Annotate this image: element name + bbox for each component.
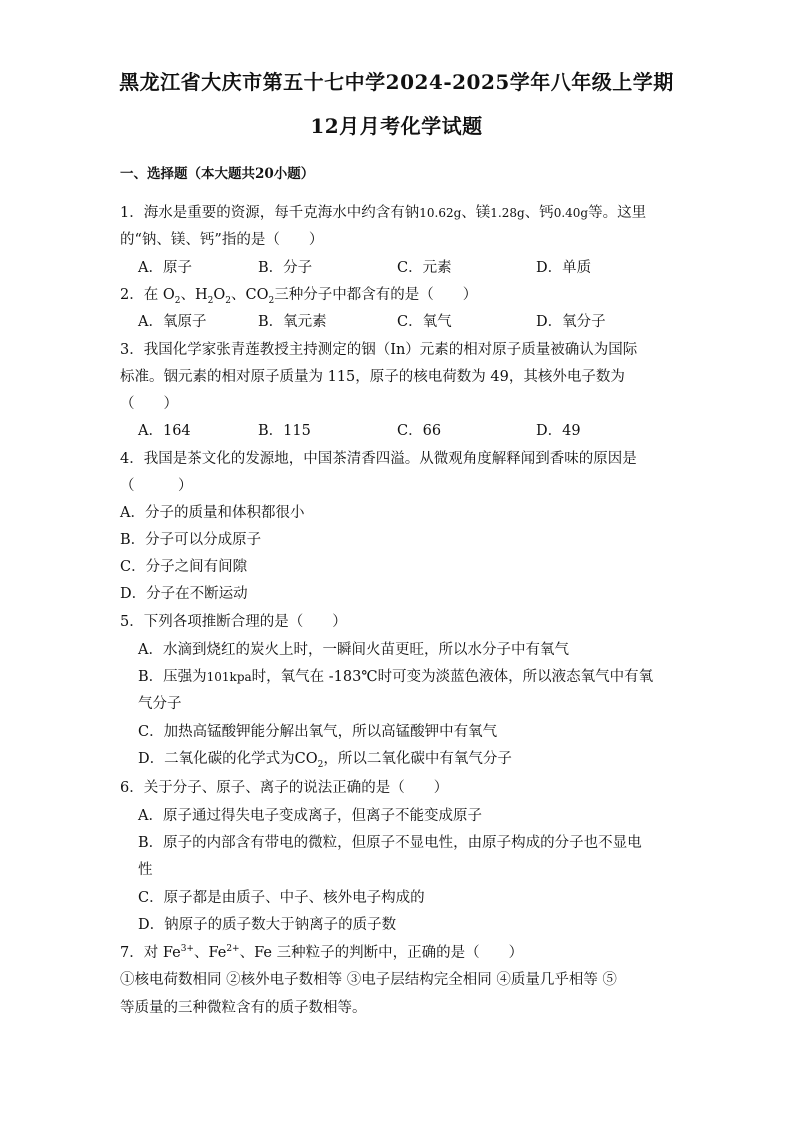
q6-option-b-cont: 性 [138,862,153,878]
q2-option-d[interactable]: D．氧分子 [536,314,606,330]
q4-option-d[interactable]: D．分子在不断运动 [120,586,248,602]
q1-option-a[interactable]: A．原子 [138,260,192,276]
q4-option-b[interactable]: B．分子可以分成原子 [120,532,262,548]
q3-stem-line3: （ ） [120,396,178,412]
q3-stem-line1: 3．我国化学家张青莲教授主持测定的铟（In）元素的相对原子质量被确认为国际 [120,342,638,358]
q4-option-c[interactable]: C．分子之间有间隙 [120,559,248,575]
q1-option-b[interactable]: B．分子 [258,260,313,276]
exam-title-line1: 黑龙江省大庆市第五十七中学2024-2025学年八年级上学期 [119,70,674,94]
q5-stem: 5．下列各项推断合理的是（ ） [120,614,347,630]
q7-stem: 7．对 $Fe^{3+}$、$Fe^{2+}$、Fe 三种粒子的判断中，正确的是（ ） [120,944,524,961]
q1-option-c[interactable]: C．元素 [397,260,452,276]
q3-option-a[interactable]: A．164 [138,423,191,439]
q1-stem-line1: 1．海水是重要的资源，每千克海水中约含有钠10.62g、镁1.28g、钙0.40g等。这里 [120,205,647,221]
q4-option-a[interactable]: A．分子的质量和体积都很小 [120,505,305,521]
q2-option-b[interactable]: B．氧元素 [258,314,327,330]
q5-option-d[interactable]: D．二氧化碳的化学式为$CO_2$，所以二氧化碳中有氧气分子 [138,751,512,770]
section-heading: 一、选择题（本大题共20小题） [120,166,315,182]
q6-option-a[interactable]: A．原子通过得失电子变成离子，但离子不能变成原子 [138,808,482,824]
q5-option-a[interactable]: A．水滴到烧红的炭火上时，一瞬间火苗更旺，所以水分子中有氧气 [138,642,569,658]
q2-option-a[interactable]: A．氧原子 [138,314,207,330]
q6-option-d[interactable]: D．钠原子的质子数大于钠离子的质子数 [138,917,397,933]
q1-option-d[interactable]: D．单质 [536,260,592,276]
q2-option-c[interactable]: C．氧气 [397,314,452,330]
q1-stem-line2: 的“钠、镁、钙”指的是（ ） [120,232,324,248]
q4-stem-line2: （ ） [120,478,193,494]
q3-option-c[interactable]: C．66 [397,423,442,439]
q4-stem-line1: 4．我国是茶文化的发源地，中国茶清香四溢。从微观角度解释闻到香味的原因是 [120,451,637,467]
q2-stem: 2．在 $O_2$、$H_2O_2$、$CO_2$三种分子中都含有的是（ ） [120,287,478,306]
q3-option-b[interactable]: B．115 [258,423,311,439]
q6-option-c[interactable]: C．原子都是由质子、中子、核外电子构成的 [138,890,425,906]
q5-option-c[interactable]: C．加热高锰酸钾能分解出氧气，所以高锰酸钾中有氧气 [138,724,498,740]
q5-option-b[interactable]: B．压强为101kpa时，氧气在 -183℃时可变为淡蓝色液体，所以液态氧气中有氧 [138,669,654,685]
q5-option-b-cont: 气分子 [138,696,182,712]
q7-statements-line2: 等质量的三种微粒含有的质子数相等。 [120,1000,367,1016]
q3-option-d[interactable]: D．49 [536,423,581,439]
q3-stem-line2: 标准。铟元素的相对原子质量为 115，原子的核电荷数为 49，其核外电子数为 [120,369,625,385]
q6-option-b[interactable]: B．原子的内部含有带电的微粒，但原子不显电性，由原子构成的分子也不显电 [138,835,642,851]
exam-title-line2: 12月月考化学试题 [310,114,483,138]
q6-stem: 6．关于分子、原子、离子的说法正确的是（ ） [120,780,449,796]
q7-statements-line1: ①核电荷数相同 ②核外电子数相等 ③电子层结构完全相同 ④质量几乎相等 ⑤ [120,972,617,988]
